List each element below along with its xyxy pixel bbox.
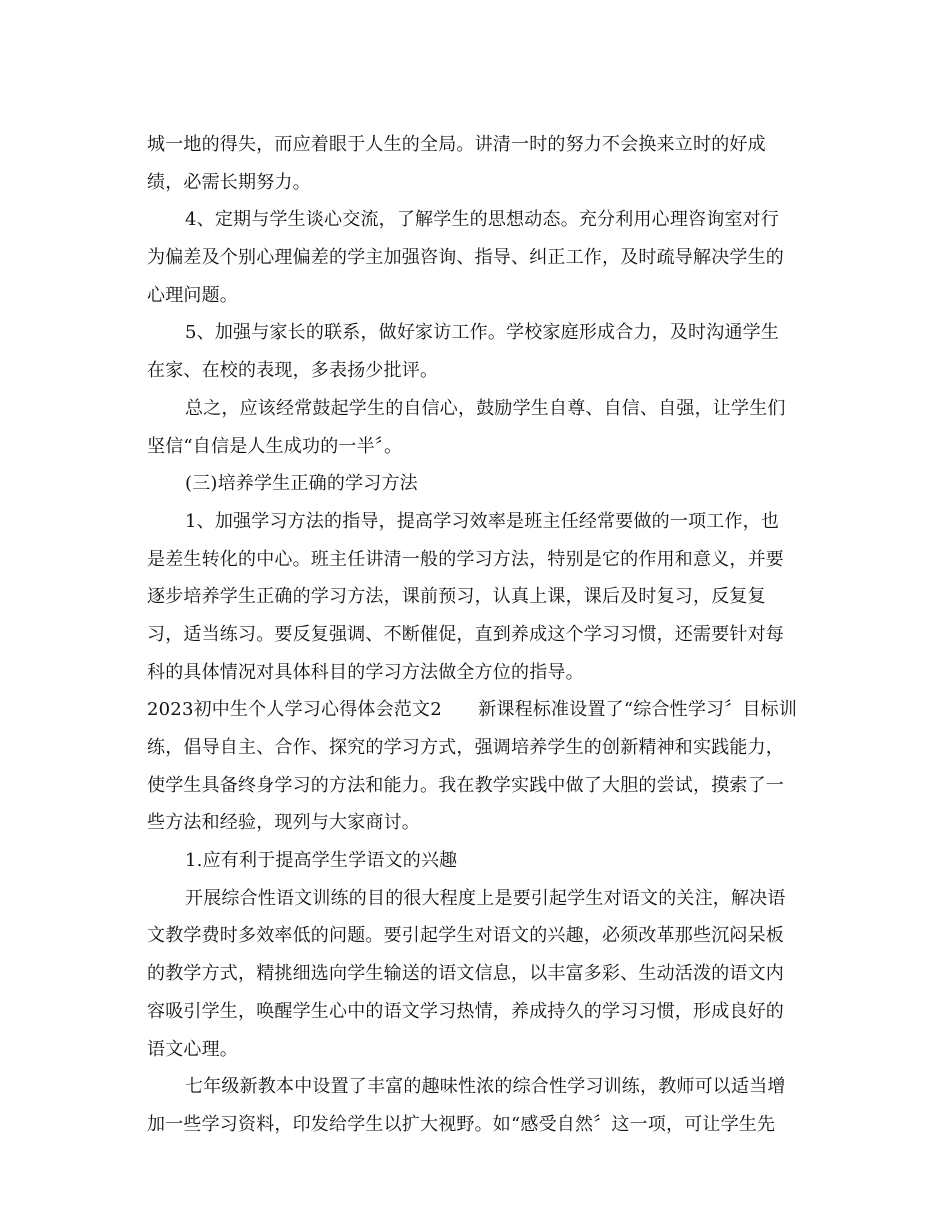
paragraph-chinese-training (147, 880, 807, 1068)
text-line: 总之，应该经常鼓起学生的自信心，鼓励学生自尊、自信、自强，让学生们 (185, 397, 786, 419)
text-line: 为偏差及个别心理偏差的学主加强咨询、指导、纠正工作，及时疏导解决学生的 (147, 247, 784, 269)
text-line: 些方法和经验，现列与大家商讨。 (147, 812, 420, 834)
paragraph-study-guidance (147, 503, 807, 691)
paragraph-item-4 (147, 201, 807, 314)
document-body (147, 126, 807, 1144)
text-line: 2023初中生个人学习心得体会范文2 新课程标准设置了“综合性学习〞目标训 (147, 699, 798, 721)
text-line: 加一些学习资料，印发给学生以扩大视野。如“感受自然〞这一项，可让学生先 (147, 1113, 776, 1135)
text-line: 4、定期与学生谈心交流，了解学生的思想动态。充分利用心理咨询室对行 (185, 209, 780, 231)
text-line: 在家、在校的表现，多表扬少批评。 (147, 360, 439, 382)
text-line: 容吸引学生，唤醒学生心中的语文学习热情，养成持久的学习习惯，形成良好的 (147, 1000, 784, 1022)
text-line: 练，倡导自主、合作、探究的学习方式，强调培养学生的创新精神和实践能力， (147, 737, 784, 758)
text-line: 七年级新教本中设置了丰富的趣味性浓的综合性学习训练，教师可以适当增 (185, 1076, 786, 1098)
text-line: 科的具体情况对具体科目的学习方法做全方位的指导。 (147, 661, 584, 683)
text-line: 的教学方式，精挑细选向学生输送的语文信息，以丰富多彩、生动活泼的语文内 (147, 963, 784, 985)
section-heading-study-methods (147, 465, 807, 503)
text-line: 坚信“自信是人生成功的一半〞。 (147, 435, 403, 457)
text-line: 逐步培养学生正确的学习方法，课前预习，认真上课，课后及时复习，反复复 (147, 586, 766, 608)
text-line: 5、加强与家长的联系，做好家访工作。学校家庭形成合力，及时沟通学生 (185, 322, 780, 344)
paragraph-item-5 (147, 314, 807, 389)
paragraph-grade-seven (147, 1068, 807, 1143)
text-line: 是差生转化的中心。班主任讲清一般的学习方法，特别是它的作用和意义，并要 (147, 548, 784, 570)
text-line: 开展综合性语文训练的目的很大程度上是要引起学生对语文的关注，解决语 (185, 887, 786, 909)
text-line: 文教学费时多效率低的问题。要引起学生对语文的兴趣，必须改革那些沉闷呆板 (147, 925, 784, 947)
text-line: 心理问题。 (147, 284, 238, 306)
text-line: 语文心理。 (147, 1038, 238, 1060)
text-line: 绩，必需长期努力。 (147, 171, 311, 193)
heading-line: (三)培养学生正确的学习方法 (185, 473, 418, 495)
paragraph-essay-2-intro (147, 691, 807, 842)
text-line: 1、加强学习方法的指导，提高学习效率是班主任经常要做的一项工作，也 (185, 510, 780, 532)
section-heading-interest (147, 842, 807, 880)
text-line: 城一地的得失，而应着眼于人生的全局。讲清一时的努力不会换来立时的好成 (147, 134, 766, 155)
paragraph-gains-and-losses (147, 126, 807, 201)
paragraph-summary (147, 390, 807, 465)
text-line: 习，适当练习。要反复强调、不断催促，直到养成这个学习习惯，还需要针对每 (147, 623, 784, 645)
heading-line: 1.应有利于提高学生学语文的兴趣 (185, 850, 458, 872)
text-line: 使学生具备终身学习的方法和能力。我在教学实践中做了大胆的尝试，摸索了一 (147, 774, 784, 796)
